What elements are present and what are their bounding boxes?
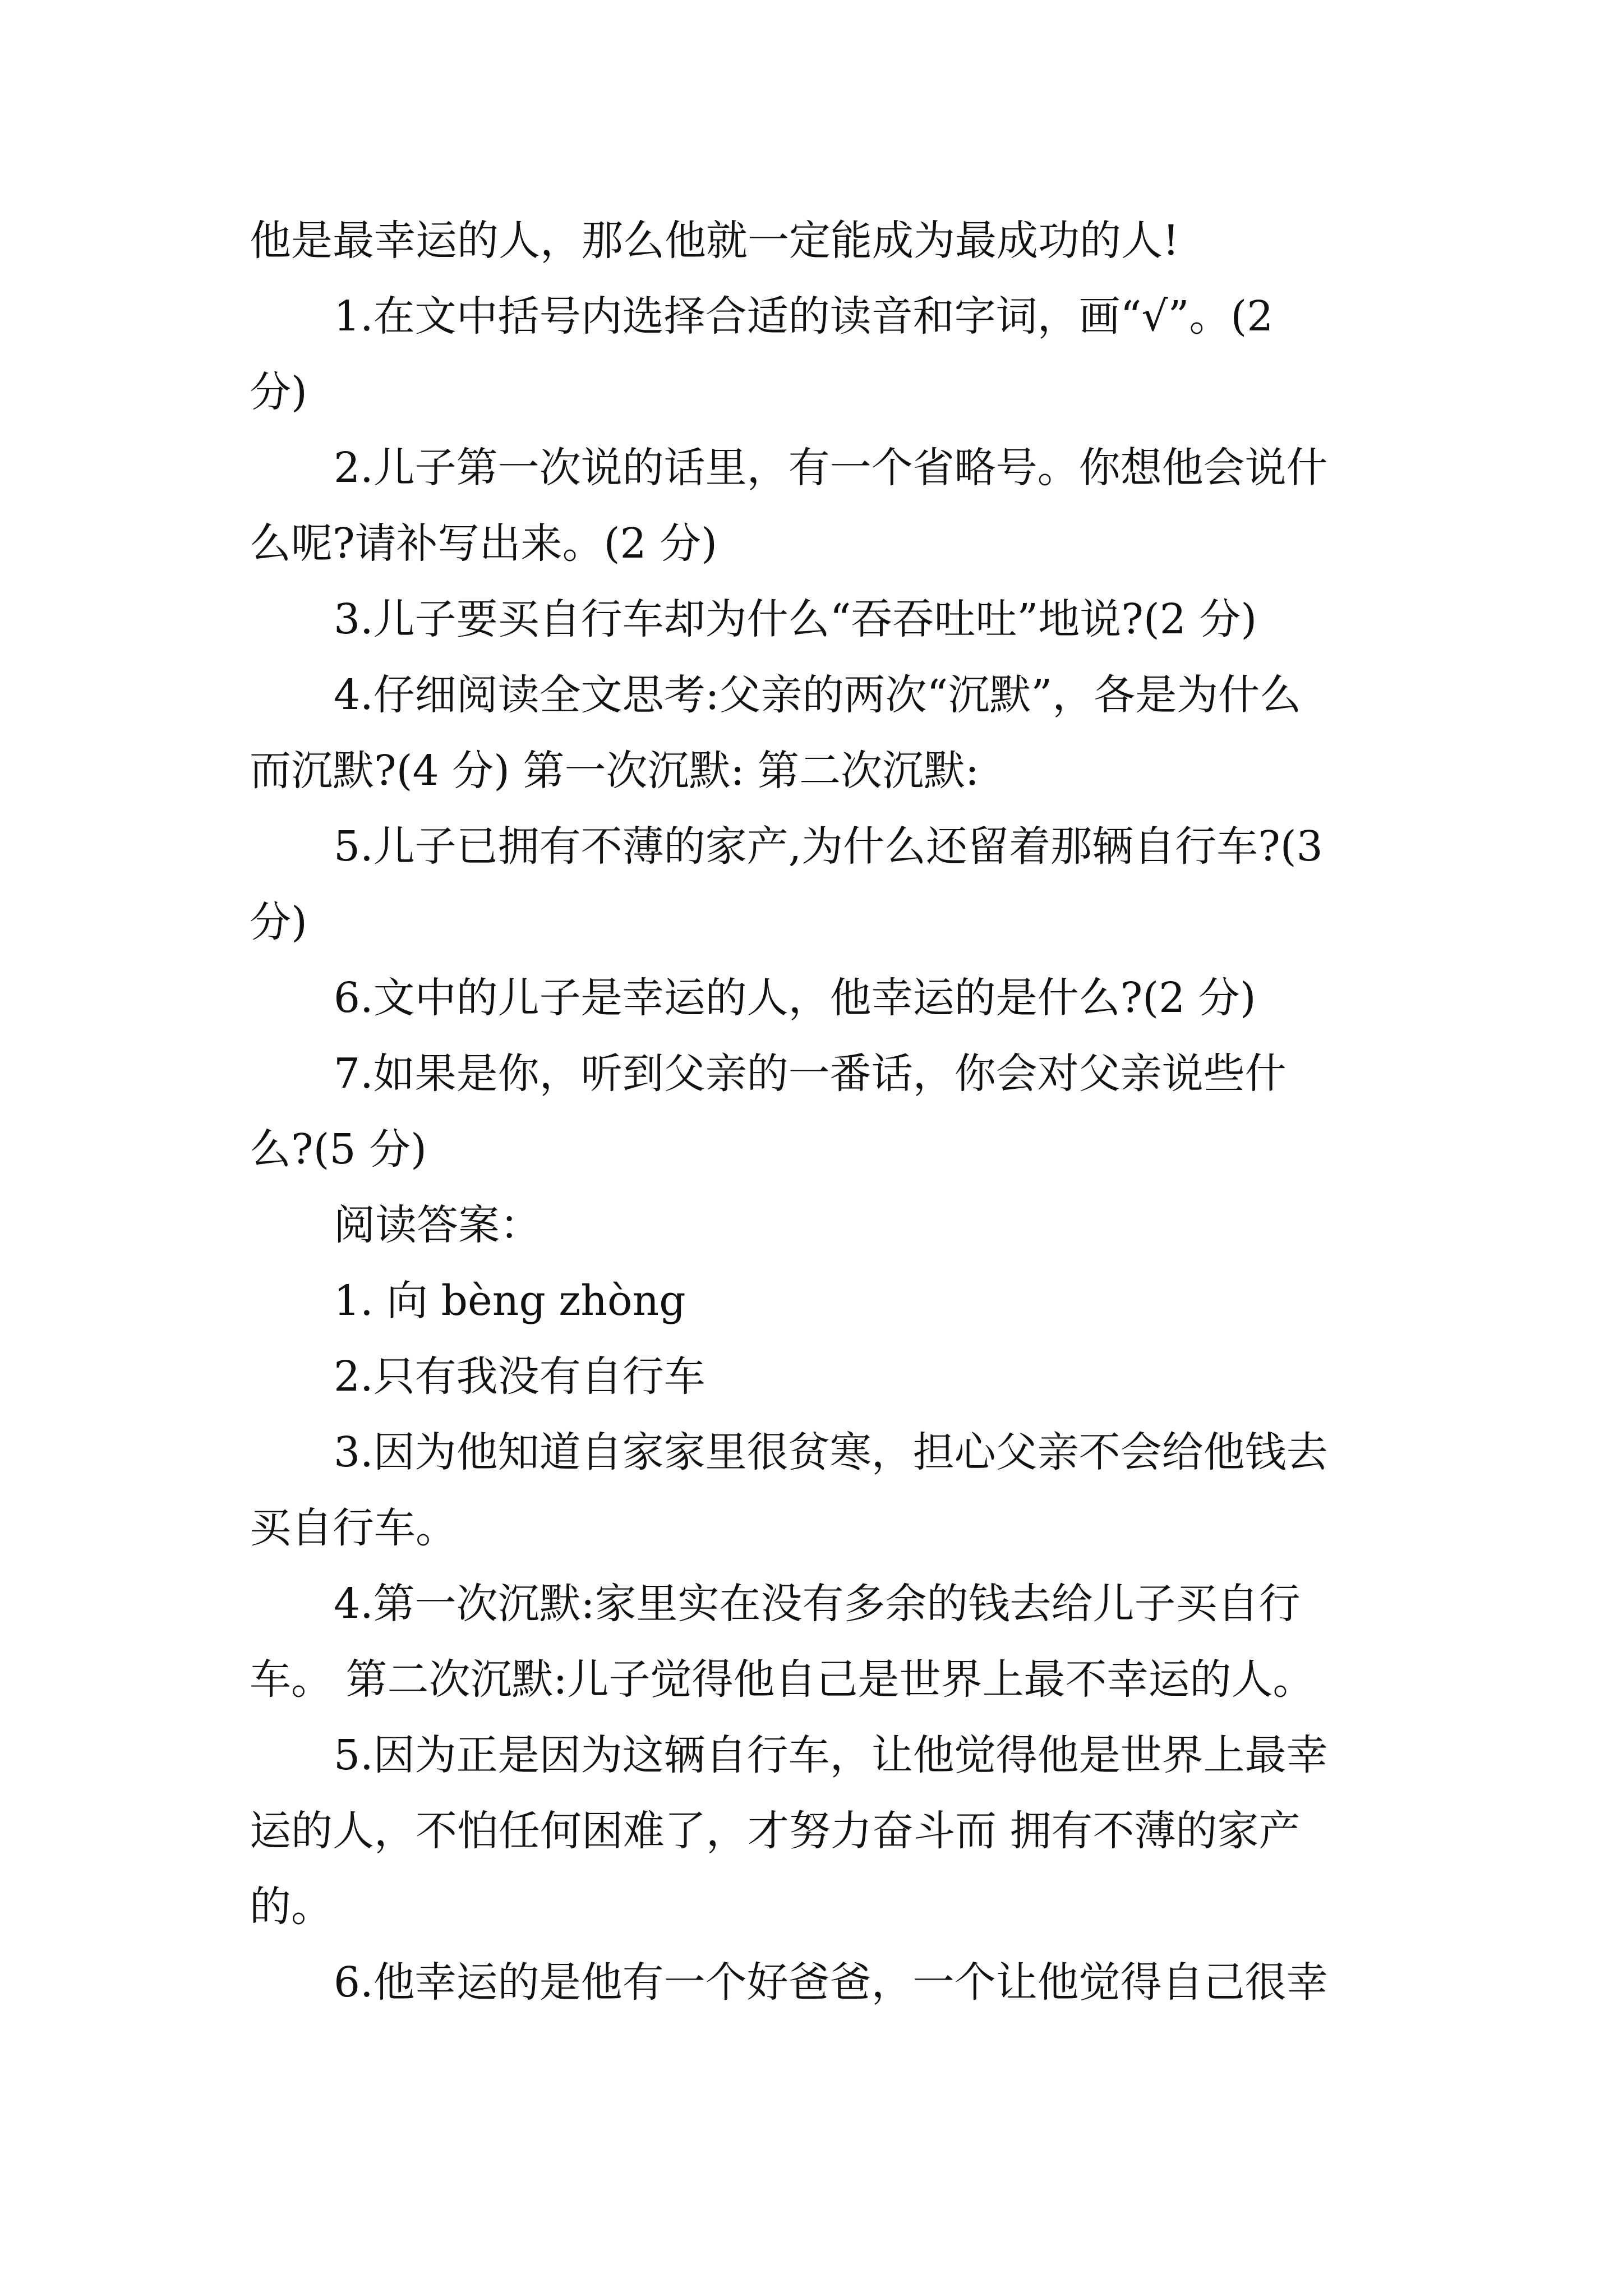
answer-4: 4.第一次沉默:家里实在没有多余的钱去给儿子买自行 [334, 1580, 1301, 1628]
question-3: 3.儿子要买自行车却为什么“吞吞吐吐”地说?(2 分) [334, 595, 1257, 643]
answer-6: 6.他幸运的是他有一个好爸爸，一个让他觉得自己很幸 [334, 1958, 1328, 2007]
question-5-continued: 分) [250, 898, 307, 946]
answer-4-continued: 车。 第二次沉默:儿子觉得他自己是世界上最不幸运的人。 [250, 1655, 1315, 1704]
question-4: 4.仔细阅读全文思考:父亲的两次“沉默”，各是为什么 [334, 671, 1302, 719]
question-1-continued: 分) [250, 368, 307, 416]
answer-5: 5.因为正是因为这辆自行车，让他觉得他是世界上最幸 [334, 1731, 1328, 1779]
answers-heading: 阅读答案： [334, 1201, 541, 1249]
question-7-continued: 么?(5 分) [250, 1125, 427, 1174]
question-4-continued: 而沉默?(4 分) 第一次沉默: 第二次沉默: [250, 747, 979, 795]
question-2: 2.儿子第一次说的话里，有一个省略号。你想他会说什 [334, 444, 1328, 492]
text-line: 他是最幸运的人，那么他就一定能成为最成功的人! [250, 217, 1179, 265]
answer-3-continued: 买自行车。 [250, 1504, 457, 1552]
question-2-continued: 么呢?请补写出来。(2 分) [250, 519, 718, 568]
question-7: 7.如果是你，听到父亲的一番话，你会对父亲说些什 [334, 1050, 1287, 1098]
question-6: 6.文中的儿子是幸运的人，他幸运的是什么?(2 分) [334, 974, 1256, 1022]
answer-3: 3.因为他知道自家家里很贫寒，担心父亲不会给他钱去 [334, 1428, 1328, 1476]
answer-2: 2.只有我没有自行车 [334, 1352, 706, 1401]
answer-1: 1. 向 bèng zhòng [334, 1277, 686, 1325]
question-5: 5.儿子已拥有不薄的家产,为什么还留着那辆自行车?(3 [334, 822, 1323, 871]
answer-5-continued: 运的人，不怕任何困难了，才努力奋斗而 拥有不薄的家产 [250, 1807, 1301, 1855]
document-page [250, 203, 1394, 2021]
answer-5-continued-2: 的。 [250, 1883, 333, 1931]
question-1: 1.在文中括号内选择合适的读音和字词，画“√”。(2 [334, 292, 1274, 341]
